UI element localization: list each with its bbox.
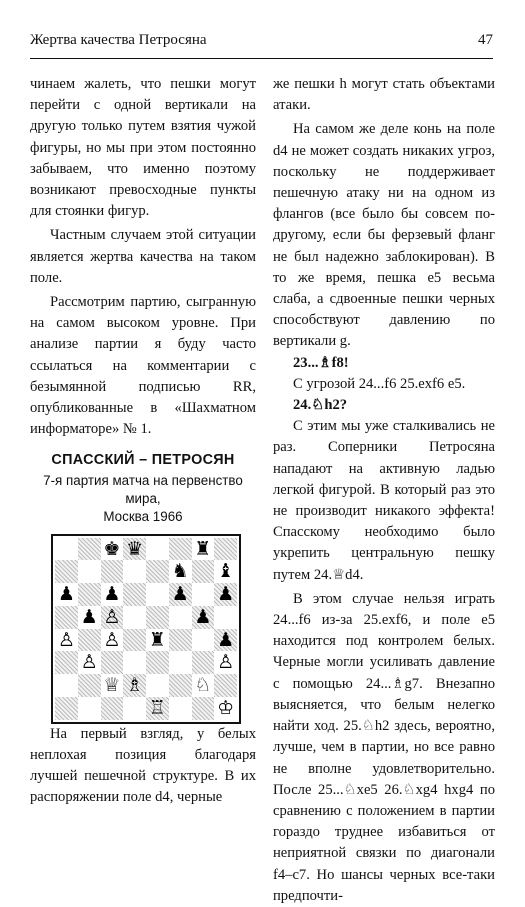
square-h1 [214, 697, 237, 720]
square-c6 [101, 583, 124, 606]
chess-diagram [51, 534, 241, 724]
white-rook-icon: ♖ [148, 696, 166, 719]
left-column [30, 74, 256, 808]
paragraph: На самом же деле конь на поле d4 не может создать никаких угроз, поскольку не поддерживает пешечную атаку ни на одном из флангов (все было бы совсем по-другому, если бы ферзевый фланг не был надежно заблокирован). В то же время, пешка e5 весьма слаба, а сдвоенные пешки черных способствуют давлению по вертикали g. [273, 121, 495, 350]
paragraph: С этим мы уже сталкивались не раз. Соперники Петросяна нападают на активную ладью легкой фигурой. В который раз это не производит никакого эффекта! Спасскому необходимо было укрепить центральную пешку путем 24.♕d4. [273, 418, 495, 583]
square-h7 [214, 560, 237, 583]
square-a7 [55, 560, 78, 583]
square-d5 [123, 606, 146, 629]
paragraph: В этом случае нельзя играть 24...f6 из-за 25.exf6, и поле e5 находится под контролем белых. Черные могли усиливать давление с помощью 24...♗g7. Внезапно выясняется, что белым нелегко найти ход. 25.♘h2 здесь, вероятно, лучше, чем в партии, но все равно не вполне удовлетворительно. После 25...♘xe5 26.♘xg4 hxg4 по сравнению с положением в партии гораздо труднее избавиться от неприятной связки по диагонали f4–c7. Но шансы черных все-таки предпочти- [273, 590, 495, 904]
right-column [273, 74, 495, 907]
black-pawn-icon: ♟ [171, 583, 189, 606]
square-b3 [78, 651, 101, 674]
white-queen-icon: ♕ [103, 674, 121, 697]
square-e2 [146, 674, 169, 697]
square-g6 [192, 583, 215, 606]
square-a6 [55, 583, 78, 606]
paragraph: чинаем жалеть, что пешки могут перейти с одной вертикали на другую только путем взятия чужой фигуры, но мы при этом постоянно забываем, что именно поэтому возникают превосходные пункты для стоянки фигур. [30, 76, 256, 220]
game-heading [30, 450, 256, 525]
square-a8 [55, 538, 78, 561]
square-h4 [214, 629, 237, 652]
white-pawn-icon: ♙ [103, 605, 121, 628]
square-f1 [169, 697, 192, 720]
square-h6 [214, 583, 237, 606]
game-subtitle-line: Москва 1966 [103, 508, 183, 524]
square-e1 [146, 697, 169, 720]
square-a3 [55, 651, 78, 674]
square-g4 [192, 629, 215, 652]
square-d4 [123, 629, 146, 652]
header-rule [30, 58, 493, 59]
square-a1 [55, 697, 78, 720]
black-knight-icon: ♞ [171, 560, 189, 583]
square-e4 [146, 629, 169, 652]
black-pawn-icon: ♟ [57, 583, 75, 606]
square-f5 [169, 606, 192, 629]
paragraph: На первый взгляд, у белых неплохая позиция благодаря лучшей пешечной структуре. В их распоряжении поле d4, черные [30, 725, 256, 806]
white-pawn-icon: ♙ [217, 651, 235, 674]
square-d3 [123, 651, 146, 674]
square-h3 [214, 651, 237, 674]
black-king-icon: ♚ [103, 537, 121, 560]
black-pawn-icon: ♟ [103, 583, 121, 606]
square-b4 [78, 629, 101, 652]
move-line: 23...♗f8! [293, 354, 349, 371]
black-pawn-icon: ♟ [80, 605, 98, 628]
square-b1 [78, 697, 101, 720]
square-e3 [146, 651, 169, 674]
square-g5 [192, 606, 215, 629]
black-rook-icon: ♜ [148, 628, 166, 651]
square-b7 [78, 560, 101, 583]
square-c5 [101, 606, 124, 629]
square-b6 [78, 583, 101, 606]
square-c8 [101, 538, 124, 561]
square-c1 [101, 697, 124, 720]
paragraph: же пешки h могут стать объектами атаки. [273, 76, 495, 114]
square-e6 [146, 583, 169, 606]
running-title: Жертва качества Петросяна [30, 32, 207, 48]
square-c7 [101, 560, 124, 583]
move-line: 24.♘h2? [293, 397, 348, 414]
square-g1 [192, 697, 215, 720]
square-c3 [101, 651, 124, 674]
square-h2 [214, 674, 237, 697]
game-subtitle-line: 7-я партия матча на первенство мира, [43, 472, 243, 506]
square-b5 [78, 606, 101, 629]
square-c2 [101, 674, 124, 697]
square-d2 [123, 674, 146, 697]
square-f4 [169, 629, 192, 652]
square-b2 [78, 674, 101, 697]
square-f7 [169, 560, 192, 583]
game-title: СПАССКИЙ – ПЕТРОСЯН [51, 452, 235, 469]
move-annotation: С угрозой 24...f6 25.exf6 e5. [293, 375, 466, 392]
page-header [30, 32, 493, 56]
square-c4 [101, 629, 124, 652]
square-g8 [192, 538, 215, 561]
square-e8 [146, 538, 169, 561]
black-rook-icon: ♜ [194, 537, 212, 560]
white-pawn-icon: ♙ [80, 651, 98, 674]
square-a5 [55, 606, 78, 629]
square-h5 [214, 606, 237, 629]
black-pawn-icon: ♟ [217, 583, 235, 606]
square-g3 [192, 651, 215, 674]
black-pawn-icon: ♟ [217, 628, 235, 651]
square-e7 [146, 560, 169, 583]
paragraph: Частным случаем этой ситуации является жертва качества на таком поле. [30, 227, 256, 286]
square-f6 [169, 583, 192, 606]
square-g2 [192, 674, 215, 697]
square-d8 [123, 538, 146, 561]
page-number: 47 [478, 32, 493, 48]
square-f2 [169, 674, 192, 697]
square-b8 [78, 538, 101, 561]
square-a2 [55, 674, 78, 697]
square-a4 [55, 629, 78, 652]
square-d1 [123, 697, 146, 720]
square-f8 [169, 538, 192, 561]
square-e5 [146, 606, 169, 629]
paragraph: Рассмотрим партию, сыгранную на самом высоком уровне. При анализе партии я буду часто ссылаться на комментарии с безымянной подписью RR, опубликованные в «Шахматном информаторе» № 1. [30, 294, 256, 438]
white-pawn-icon: ♙ [103, 628, 121, 651]
white-bishop-icon: ♗ [126, 674, 144, 697]
square-g7 [192, 560, 215, 583]
chess-board [55, 538, 237, 720]
square-f3 [169, 651, 192, 674]
white-pawn-icon: ♙ [57, 628, 75, 651]
black-bishop-icon: ♝ [217, 560, 235, 583]
black-pawn-icon: ♟ [194, 605, 212, 628]
white-knight-icon: ♘ [194, 674, 212, 697]
square-d6 [123, 583, 146, 606]
square-h8 [214, 538, 237, 561]
black-queen-icon: ♛ [126, 537, 144, 560]
white-king-icon: ♔ [217, 696, 235, 719]
square-d7 [123, 560, 146, 583]
